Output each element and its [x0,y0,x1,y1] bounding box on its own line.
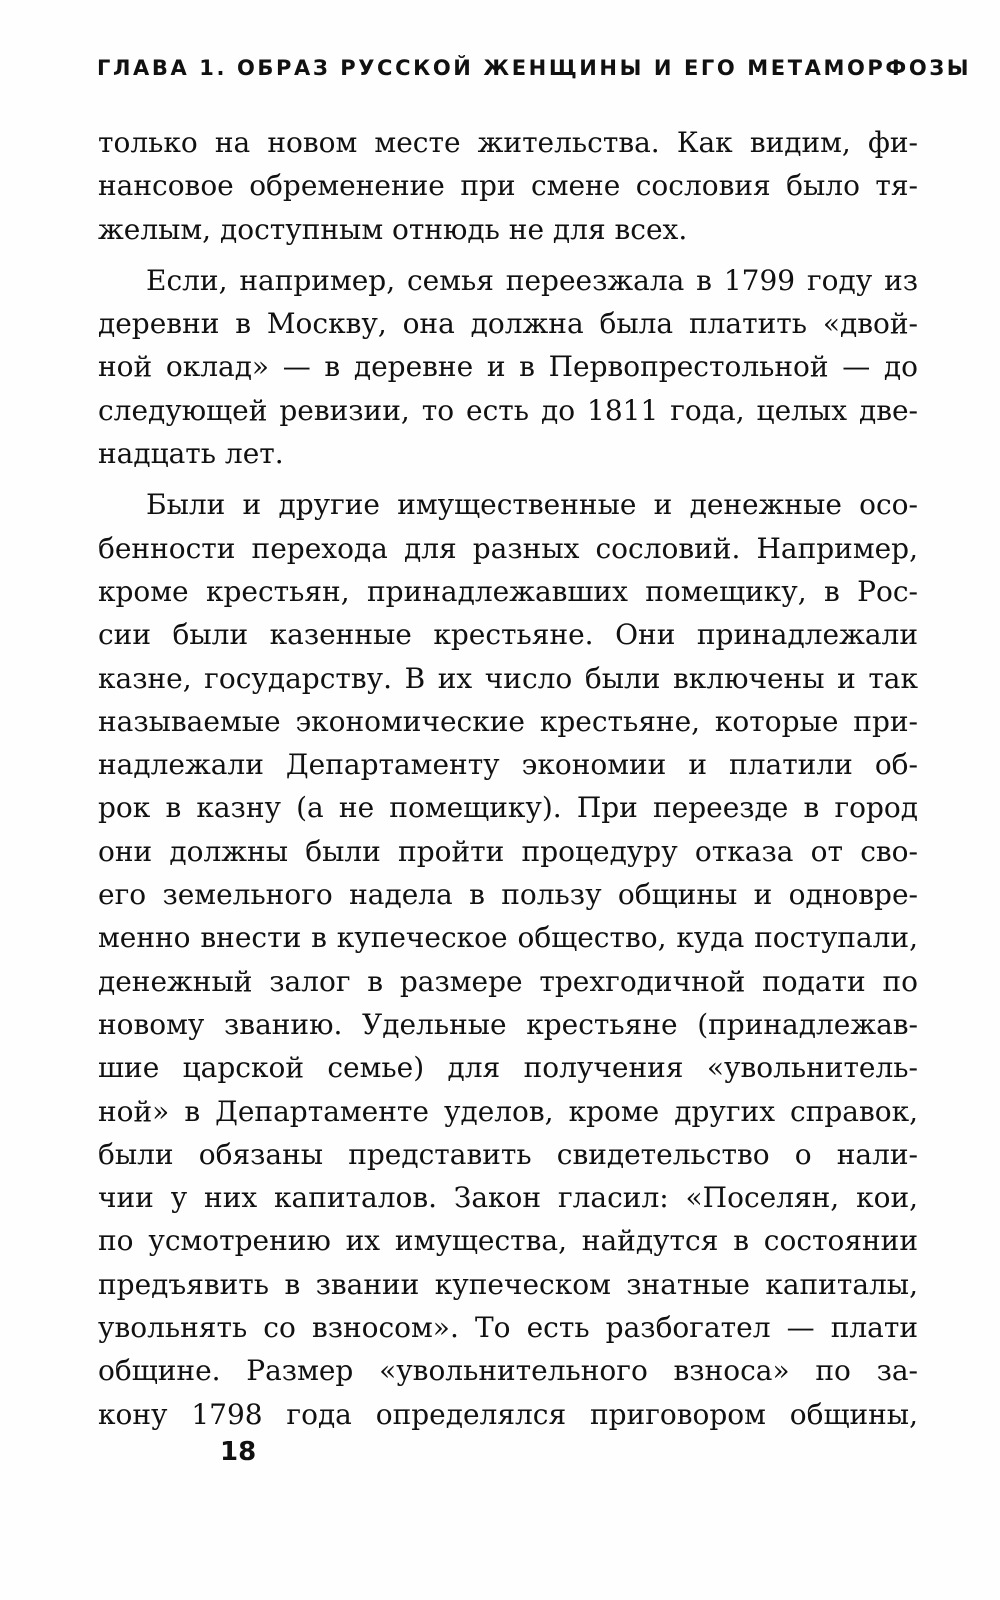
text-line: ной оклад» — в деревне и в Первопрестольной — до [98,350,918,384]
text-line: надцать лет. [98,437,284,471]
text-line: увольнять со взносом». То есть разбогател — плати [98,1311,918,1345]
text-line: ной» в Департаменте уделов, кроме других справок, [98,1094,918,1128]
paragraph-1 [98,121,918,251]
text-line: денежный залог в размере трехгодичной подати по [98,964,918,998]
running-head: ГЛАВА 1. ОБРАЗ РУССКОЙ ЖЕНЩИНЫ И ЕГО МЕТАМОРФОЗЫ [97,56,972,80]
text-line: казне, государству. В их число были включены и так [98,661,918,695]
text-line: кону 1798 года определялся приговором общины, [98,1397,918,1431]
text-line: рок в казну (а не помещику). При переезде в город [98,791,918,825]
text-line: бенности перехода для разных сословий. Например, [98,531,918,565]
body-text [98,121,918,1436]
text-line: новому званию. Удельные крестьяне (принадлежав- [98,1007,918,1041]
paragraph-3 [98,483,918,1436]
text-line: надлежали Департаменту экономии и платили об- [98,748,918,782]
text-line: общине. Размер «увольнительного взноса» по за- [98,1354,918,1388]
text-line: его земельного надела в пользу общины и одновре- [98,878,918,912]
text-line: только на новом месте жительства. Как видим, фи- [98,126,918,159]
text-line: чии у них капиталов. Закон гласил: «Поселян, кои, [98,1181,918,1215]
text-line: следующей ревизии, то есть до 1811 года, целых две- [98,393,918,427]
text-line: желым, доступным отнюдь не для всех. [98,212,688,246]
text-line: шие царской семье) для получения «увольнитель- [98,1051,918,1085]
text-line: менно внести в купеческое общество, куда поступали, [98,921,918,955]
text-line: по усмотрению их имущества, найдутся в состоянии [98,1224,918,1258]
text-line: предъявить в звании купеческом знатные капиталы, [98,1267,918,1301]
text-line: деревни в Москву, она должна была платить «двой- [98,307,918,341]
page-number: 18 [220,1437,257,1467]
text-line: нансовое обременение при смене сословия было тя- [98,169,918,203]
text-line: кроме крестьян, принадлежавших помещику, в Рос- [98,574,918,608]
text-line: были обязаны представить свидетельство о нали- [98,1137,918,1171]
text-line: сии были казенные крестьяне. Они принадлежали [98,618,918,652]
text-line: Были и другие имущественные и денежные осо- [146,488,918,522]
text-line: Если, например, семья переезжала в 1799 году из [146,263,918,297]
paragraph-2 [98,259,918,475]
text-line: они должны были пройти процедуру отказа от сво- [98,834,918,868]
text-line: называемые экономические крестьяне, которые при- [98,704,918,738]
